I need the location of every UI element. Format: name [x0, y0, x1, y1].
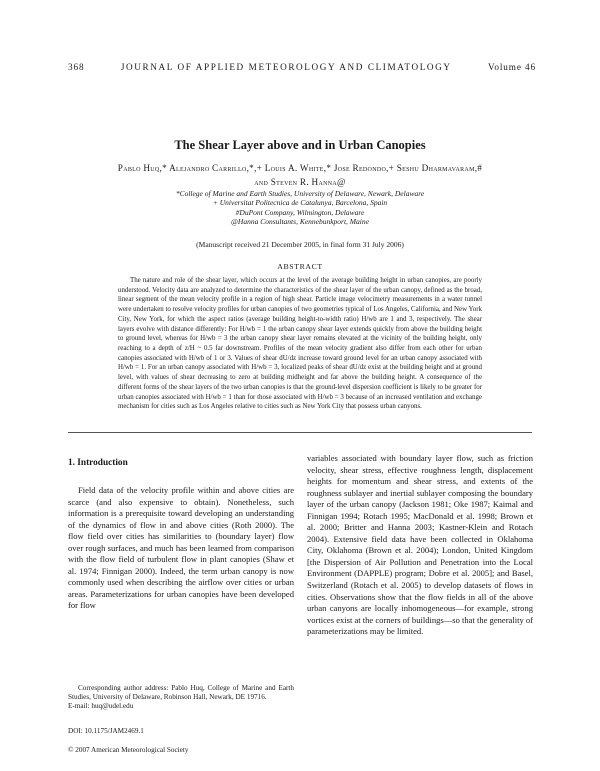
copyright-notice: © 2007 American Meteorological Society	[68, 746, 189, 754]
manuscript-dates: (Manuscript received 21 December 2005, in final form 31 July 2006)	[196, 240, 404, 249]
affiliation-4: @Hanna Consultants, Kennebunkport, Maine	[231, 217, 369, 227]
page-number: 368	[68, 62, 85, 72]
intro-paragraph-right: variables associated with boundary layer flow, such as friction velocity, shear stress, effective roughness length, displacement heights for momentum and shear stress, and extents of the roughness sublayer and inertial sublayer composing the boundary layer of the urban canopy (Jackson 1981; Oke 1987; Kaimal and Finnigan 1994; Rotach 1995; MacDonald et al. 1998; Brown et al. 2000; Britter and Hanna 2003; Kastner-Klein and Rotach 2004). Extensive field data have been collected in Oklahoma City, Oklahoma (Brown et al. 2004); London, United Kingdom [the Dispersion of Air Pollution and Penetration into the Local Environment (DAPPLE) program; Dobre et al. 2005]; and Basel, Switzerland (Rotach et al. 2005) to develop datasets of flows in cities. Observations show that the flow fields in all of the above urban canyons are locally inhomogeneous—for example, strong vortices exist at the corners of buildings—so that the generality of parameterizations may be limited.	[307, 453, 533, 637]
affiliations	[80, 189, 520, 227]
article-title: The Shear Layer above and in Urban Canopies	[174, 138, 426, 152]
corresponding-author-footnote	[68, 684, 294, 712]
left-column	[68, 485, 294, 612]
authors-line-2: and Steven R. Hanna@	[254, 177, 346, 187]
affiliation-3: #DuPont Company, Wilmington, Delaware	[235, 207, 365, 217]
affiliation-1: *College of Marine and Earth Studies, University of Delaware, Newark, Delaware	[175, 189, 425, 198]
volume-label: Volume 46	[488, 62, 536, 72]
footnote-email: E-mail: huq@udel.edu	[68, 702, 134, 711]
authors-line-1: Pablo Huq,* Alejandro Carrillo,*,+ Louis A. White,* Jose Redondo,+ Seshu Dharmavaram,#	[117, 163, 483, 173]
footnote-address: Corresponding author address: Pablo Huq, College of Marine and Earth Studies, University of Delaware, Robinson Hall, Newark, DE 19716.	[68, 684, 294, 702]
affiliation-2: + Universitat Politecnica de Catalunya, Barcelona, Spain	[212, 198, 388, 208]
intro-paragraph-left: Field data of the velocity profile within and above cities are scarce (and also expensive to obtain). Nonetheless, such information is a prerequisite toward developing an understanding of the dynamics of flow in and above cities (Roth 2000). The flow field over cities has similarities to (boundary layer) flow over rough surfaces, and much has been learned from comparison with the flow field of turbulent flow in plant canopies (Shaw et al. 1974; Finnigan 2000). Indeed, the term urban canopy is now commonly used when describing the airflow over cities or urban areas. Parameterizations for urban canopies have been developed for flow	[68, 485, 294, 611]
doi-label: DOI: 10.1175/JAM2469.1	[68, 727, 144, 735]
author-list	[70, 161, 530, 189]
section-divider	[68, 432, 532, 433]
running-header	[68, 62, 536, 72]
section-heading-introduction: 1. Introduction	[68, 458, 128, 468]
abstract-text: The nature and role of the shear layer, which occurs at the level of the average building height in urban canopies, are poorly understood. Velocity data are analyzed to determine the characteristics of the shear layer of the urban canopy, defined as the broad, linear segment of the mean velocity profile in a region of high shear. Particle image velocimetry measurements in a water tunnel were undertaken to resolve velocity profiles for urban canopies of two geometries typical of Los Angeles, California, and New York City, New York, for which the aspect ratios (average building height-to-width ratio) H/wb are 1 and 3, respectively. The shear layers evolve with distance differently: For H/wb = 1 the urban canopy shear layer extends quickly from above the building height to ground level, whereas for H/wb = 3 the urban canopy shear layer remains elevated at the vicinity of the building height, only reaching to a depth of z/H ~ 0.5 far downstream. Profiles of the mean velocity gradient also differ from each other for urban canopies associated with H/wb of 1 or 3. Values of shear dU/dz increase toward ground level for an urban canopy associated with H/wb = 1. For an urban canopy associated with H/wb = 3, localized peaks of shear dU/dz exist at the building height and at ground level, with values of shear decreasing to zero at building midheight and far above the building height. A consequence of the different forms of the shear layers of the two urban canopies is that the ground-level dispersion coefficient is likely to be greater for urban canopies associated with H/wb = 1 than for those associated with H/wb = 3 because of an increased ventilation and exchange mechanism for cities such as Los Angeles relative to cities such as New York City that possess urban canyons.	[118, 277, 482, 411]
abstract-heading: ABSTRACT	[277, 262, 323, 271]
journal-name: JOURNAL OF APPLIED METEOROLOGY AND CLIMATOLOGY	[120, 62, 452, 72]
abstract-body	[118, 276, 482, 412]
right-column	[307, 453, 533, 638]
